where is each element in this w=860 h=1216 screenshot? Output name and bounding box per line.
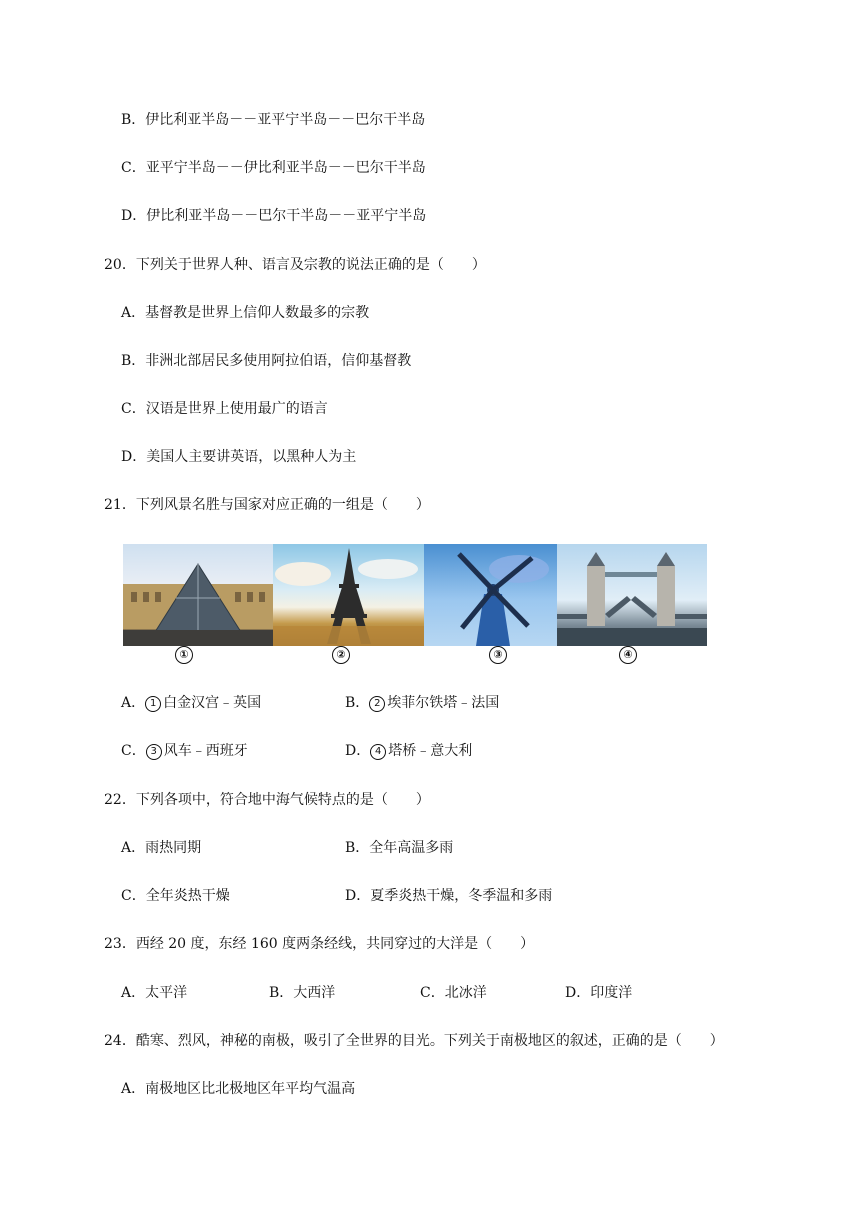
- q21-stem: 21．下列风景名胜与国家对应正确的一组是（ ）: [104, 497, 430, 513]
- q21-option-a-prefix: A．: [121, 695, 146, 711]
- q22-option-d: D．夏季炎热干燥，冬季温和多雨: [345, 888, 553, 904]
- q21-option-c: [121, 741, 248, 761]
- q20-option-b: B．非洲北部居民多使用阿拉伯语，信仰基督教: [121, 353, 412, 369]
- louvre-pyramid-photo: [123, 544, 273, 646]
- q23-option-c: C．北冰洋: [420, 985, 487, 1001]
- q22-stem: 22．下列各项中，符合地中海气候特点的是（ ）: [104, 792, 430, 808]
- q20-option-d: D．美国人主要讲英语，以黑种人为主: [121, 449, 357, 465]
- q21-option-b-num: 2: [369, 696, 385, 712]
- landmark-photos: [123, 544, 707, 646]
- photo-label-1: ①: [175, 646, 193, 664]
- q22-option-b: B．全年高温多雨: [345, 840, 454, 856]
- q21-option-c-num: 3: [146, 744, 162, 760]
- q20-option-a: A．基督教是世界上信仰人数最多的宗教: [121, 305, 370, 321]
- photo-label-2: ②: [332, 646, 350, 664]
- q20-option-c: C．汉语是世界上使用最广的语言: [121, 401, 328, 417]
- photo-labels: [123, 644, 707, 666]
- q21-option-d-num: 4: [370, 744, 386, 760]
- q21-option-b-text: 埃菲尔铁塔﹣法国: [387, 695, 500, 711]
- q21-option-d-prefix: D．: [345, 743, 371, 759]
- q20-stem: 20．下列关于世界人种、语言及宗教的说法正确的是（ ）: [104, 257, 486, 273]
- windmill-photo: [424, 544, 557, 646]
- eiffel-tower-photo: [273, 544, 424, 646]
- q23-stem: 23．西经 20 度，东经 160 度两条经线，共同穿过的大洋是（ ）: [104, 936, 535, 952]
- q19-option-b: B．伊比利亚半岛－－亚平宁半岛－－巴尔干半岛: [121, 112, 426, 128]
- q21-option-c-prefix: C．: [121, 743, 146, 759]
- photo-label-3: ③: [489, 646, 507, 664]
- q19-option-c: C．亚平宁半岛－－伊比利亚半岛－－巴尔干半岛: [121, 160, 426, 176]
- q19-option-d: D．伊比利亚半岛－－巴尔干半岛－－亚平宁半岛: [121, 208, 427, 224]
- q21-option-a: [121, 693, 261, 713]
- q21-option-d: [345, 741, 472, 761]
- q21-option-a-text: 白金汉宫﹣英国: [163, 695, 262, 711]
- q24-option-a: A．南极地区比北极地区年平均气温高: [121, 1081, 356, 1097]
- q23-option-a: A．太平洋: [121, 985, 188, 1001]
- q21-option-a-num: 1: [145, 696, 161, 712]
- q21-option-b: [345, 693, 499, 713]
- q24-stem: 24．酷寒、烈风，神秘的南极，吸引了全世界的目光。下列关于南极地区的叙述，正确的是（ ）: [104, 1033, 724, 1049]
- q23-option-b: B．大西洋: [269, 985, 336, 1001]
- q23-option-d: D．印度洋: [565, 985, 633, 1001]
- tower-bridge-photo: [557, 544, 707, 646]
- photo-label-4: ④: [619, 646, 637, 664]
- q21-option-c-text: 风车﹣西班牙: [163, 743, 248, 759]
- q22-option-c: C．全年炎热干燥: [121, 888, 230, 904]
- q21-option-d-text: 塔桥﹣意大利: [388, 743, 473, 759]
- q21-option-b-prefix: B．: [345, 695, 370, 711]
- q22-option-a: A．雨热同期: [121, 840, 202, 856]
